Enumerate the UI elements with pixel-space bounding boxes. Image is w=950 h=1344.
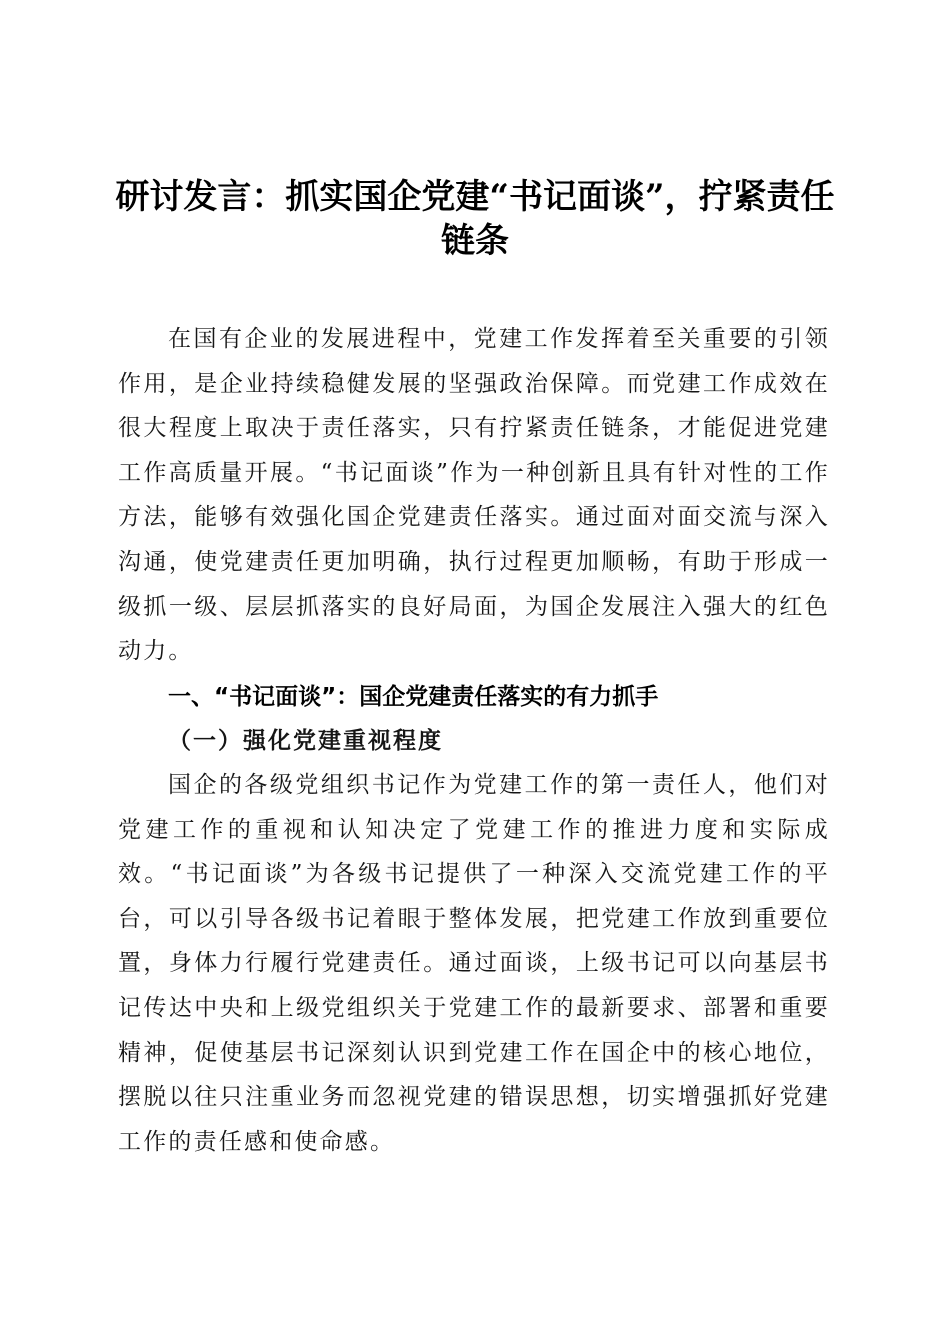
document-title: 研讨发言：抓实国企党建“书记面谈”，拧紧责任链条 [115, 177, 835, 261]
intro-paragraph: 在国有企业的发展进程中，党建工作发挥着至关重要的引领作用，是企业持续稳健发展的坚强政治保障。而党建工作成效在很大程度上取决于责任落实，只有拧紧责任链条，才能促进党建工作高质量开展。“书记面谈”作为一种创新且具有针对性的工作方法，能够有效强化国企党建责任落实。通过面对面交流与深入沟通，使党建责任更加明确，执行过程更加顺畅，有助于形成一级抓一级、层层抓落实的良好局面，为国企发展注入强大的红色动力。 [118, 326, 830, 665]
body-paragraph-1: 国企的各级党组织书记作为党建工作的第一责任人，他们对党建工作的重视和认知决定了党建工作的推进力度和实际成效。“书记面谈”为各级书记提供了一种深入交流党建工作的平台，可以引导各级书记着眼于整体发展，把党建工作放到重要位置，身体力行履行党建责任。通过面谈，上级书记可以向基层书记传达中央和上级党组织关于党建工作的最新要求、部署和重要精神，促使基层书记深刻认识到党建工作在国企中的核心地位，摆脱以往只注重业务而忽视党建的错误思想，切实增强抓好党建工作的责任感和使命感。 [118, 772, 830, 1155]
section-heading-1: 一、“书记面谈”：国企党建责任落实的有力抓手 [168, 684, 659, 710]
subsection-heading-1: （一）强化党建重视程度 [168, 727, 443, 754]
